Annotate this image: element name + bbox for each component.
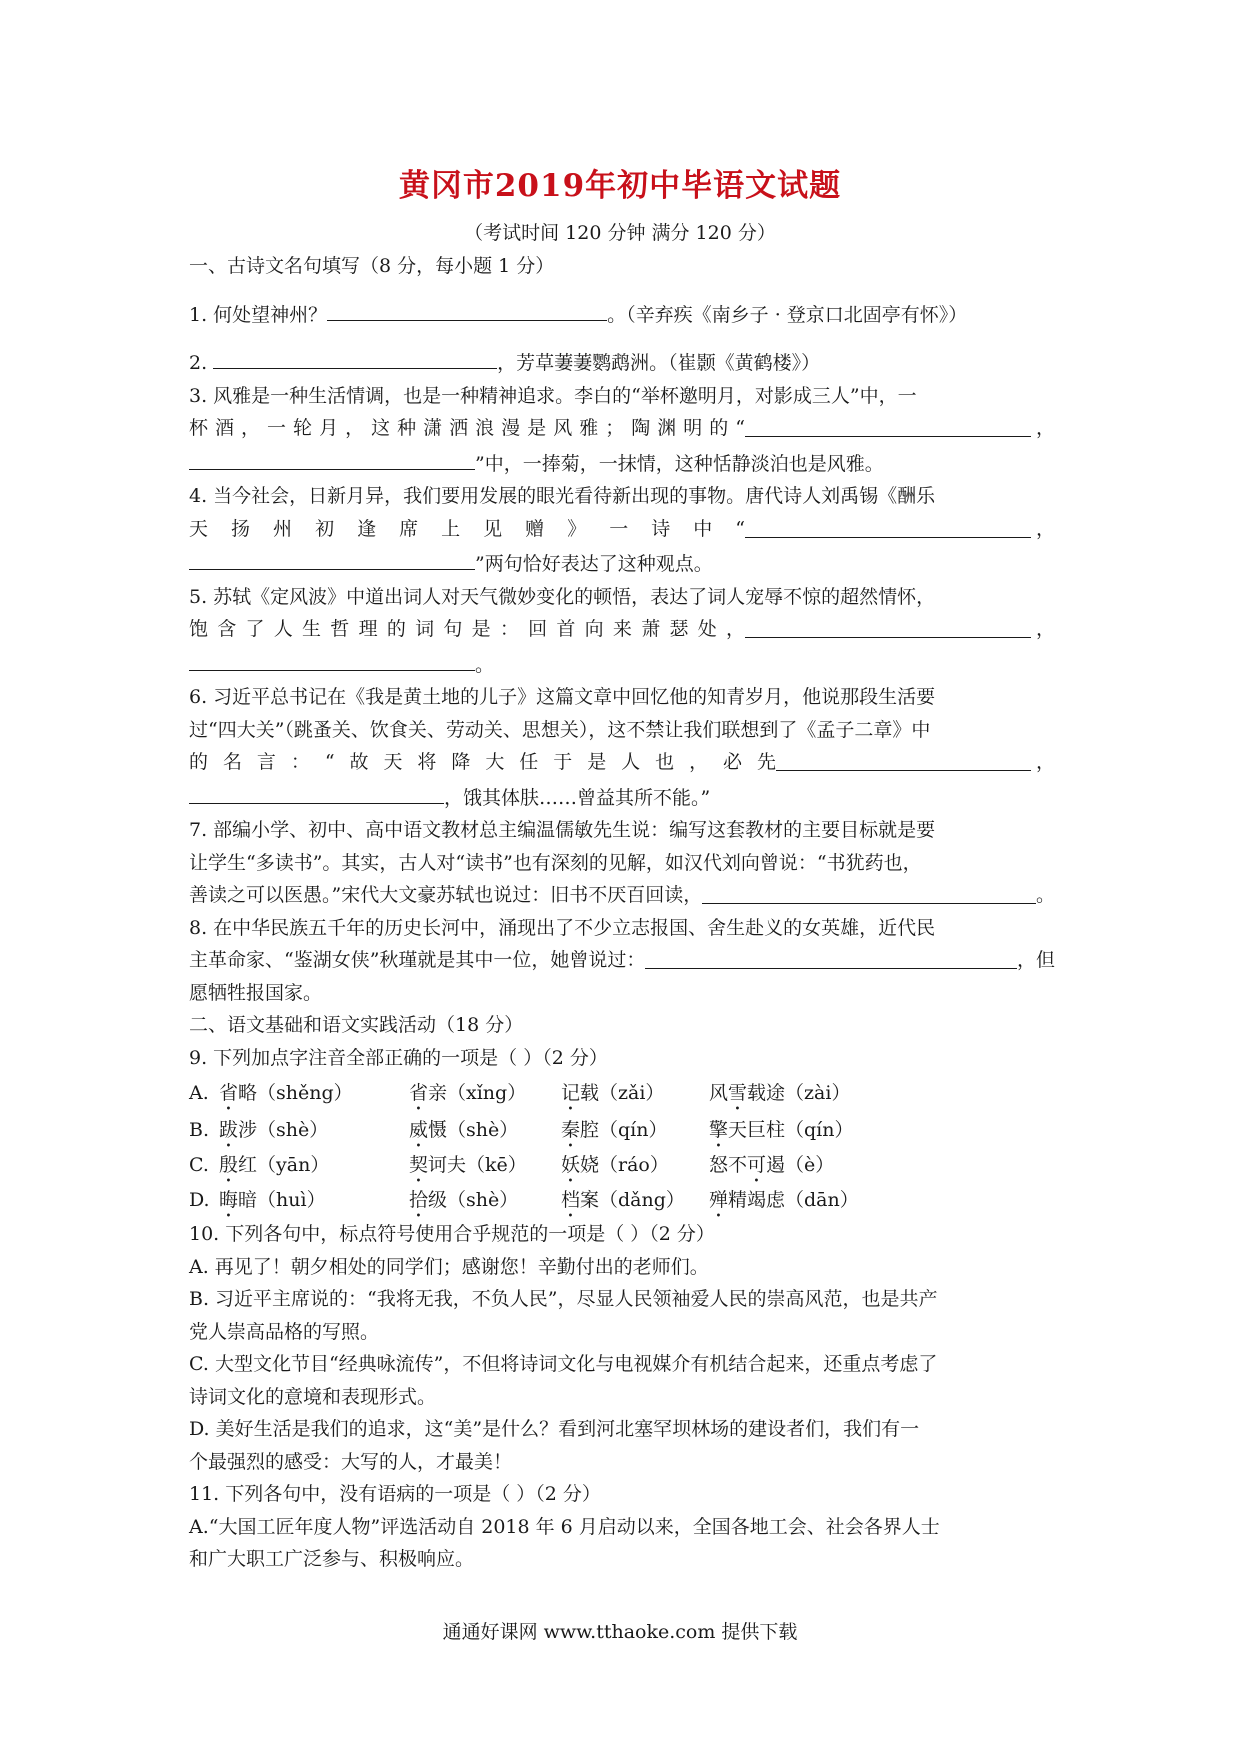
option-a[interactable]: A.“大国工匠年度人物”评选活动自 2018 年 6 月启动以来，全国各地工会、社会各界人士 (189, 1515, 940, 1538)
emphasized-char: 擎 (709, 1119, 729, 1141)
answer-blank[interactable] (189, 646, 475, 671)
emphasized-char: 晦 (219, 1189, 239, 1211)
answer-blank[interactable] (745, 412, 1031, 437)
pinyin-item (561, 1183, 685, 1222)
section-heading-1: 一、古诗文名句填写（8 分，每小题 1 分） (189, 255, 555, 277)
emphasized-char: 省 (409, 1082, 429, 1104)
question-1: 1. 何处望神州？ 。（辛弃疾《南乡子 · 登京口北固亭有怀》） (189, 296, 1055, 332)
emphasized-char: 殚 (709, 1189, 729, 1211)
emphasized-char: 记 (561, 1082, 581, 1104)
emphasized-char: 契 (409, 1154, 429, 1176)
question-11: 11. 下列各句中，没有语病的一项是（ ）（2 分） A.“大国工匠年度人物”评选活动自 2018 年 6 月启动以来，全国各地工会、社会各界人士 和广大职工广泛参与、积极响应。 (189, 1478, 1055, 1576)
answer-blank[interactable] (213, 344, 497, 369)
pinyin-text: 暗（huì） (238, 1189, 326, 1211)
option-label: B. (189, 1119, 210, 1141)
pinyin-text: 精竭虑（dān） (728, 1189, 859, 1211)
answer-blank[interactable] (189, 545, 475, 570)
option-row-b[interactable] (189, 1113, 1055, 1148)
pinyin-item (709, 1183, 859, 1222)
pinyin-text: 略（shěng） (238, 1082, 353, 1104)
pinyin-text: 载（zǎi） (580, 1082, 665, 1104)
exam-body (189, 250, 1055, 1576)
answer-blank[interactable] (745, 513, 1031, 538)
pinyin-text: 诃夫（kē） (428, 1154, 527, 1176)
pinyin-item (409, 1113, 518, 1152)
pinyin-item (409, 1183, 518, 1222)
question-2: 2. ，芳草萋萋鹦鹉洲。（崔颢《黄鹤楼》） (189, 344, 1055, 380)
emphasized-char: 殷 (219, 1154, 239, 1176)
option-label: A. (189, 1082, 209, 1104)
question-10: 10. 下列各句中，标点符号使用合乎规范的一项是（ ）（2 分） A. 再见了！朝夕相处的同学们；感谢您！辛勤付出的老师们。 B. 习近平主席说的：“我将无我，不负人民”，尽显人民领袖爱人民的崇高风范，也是共产 党人崇高品格的写照。 C. 大型文化节目“经典咏流传”，不但将诗词文化与电视媒介有机结合起来，还重点考虑了 诗词文化的意境和表现形式。 D. 美好生活是我们的追求，这“美”是什么？看到河北塞罕坝林场的建设者们，我们有一 个最强烈的感受：大写的人，才最美！ (189, 1218, 1055, 1478)
pinyin-text: 遏（è） (766, 1154, 835, 1176)
question-8: 8. 在中华民族五千年的历史长河中，涌现出了不少立志报国、舍生赴义的女英雄，近代民 主革命家、“鉴湖女侠”秋瑾就是其中一位，她曾说过： ，但 愿牺牲报国家。 (189, 916, 1055, 1004)
question-3: 3. 风雅是一种生活情调，也是一种精神追求。李白的“举杯邀明月，对影成三人”中，一 杯酒，一轮月，这种潇洒浪漫是风雅；陶渊明的“ ， ”中，一捧菊，一抹情，这种恬静淡泊也是风雅。 (189, 384, 1055, 475)
question-7: 7. 部编小学、初中、高中语文教材总主编温儒敏先生说：编写这套教材的主要目标就是要 让学生“多读书”。其实，古人对“读书”也有深刻的见解，如汉代刘向曾说：“书犹药也， 善读之可以医愚。”宋代大文豪苏轼也说过：旧书不厌百回读， 。 (189, 819, 1055, 906)
pinyin-item (219, 1183, 326, 1222)
option-c[interactable]: C. 大型文化节目“经典咏流传”，不但将诗词文化与电视媒介有机结合起来，还重点考虑了 (189, 1353, 938, 1375)
pinyin-text: 腔（qín） (580, 1119, 668, 1141)
pinyin-text: 亲（xǐng） (428, 1082, 527, 1104)
option-label: C. (189, 1154, 209, 1176)
pinyin-text: 级（shè） (428, 1189, 519, 1211)
question-9-options (189, 1074, 1055, 1218)
pinyin-item (409, 1074, 526, 1115)
option-row-d[interactable] (189, 1183, 1055, 1218)
pinyin-text: 载途（zài） (747, 1082, 851, 1104)
option-label: D. (189, 1189, 210, 1211)
emphasized-char: 跋 (219, 1119, 239, 1141)
pinyin-item (561, 1148, 669, 1187)
emphasized-char: 雪 (728, 1082, 748, 1104)
emphasized-char: 可 (747, 1154, 767, 1176)
pinyin-item (219, 1074, 353, 1115)
exam-title: 黄冈市2019年初中毕语文试题 (398, 168, 842, 204)
pinyin-item (709, 1148, 834, 1187)
emphasized-char: 档 (561, 1189, 581, 1211)
question-9: 9. 下列加点字注音全部正确的一项是（ ）（2 分） A. 省略（shěng） 省亲（xǐng） 记载（zǎi） 风雪载途（zài） B. 跋涉（shè） 威慑（shè） 秦腔（qín） 擎天巨柱（qín） C. 殷红（yān） 契诃夫（kē） 妖娆（ráo） 怒不可遏（è） D. 晦暗（huì） 拾级（shè） 档案（dǎng） 殚精竭虑（dān） (189, 1042, 1055, 1219)
emphasized-char: 秦 (561, 1119, 581, 1141)
emphasized-char: 妖 (561, 1154, 581, 1176)
pinyin-text: 慑（shè） (428, 1119, 519, 1141)
pinyin-text: 涉（shè） (238, 1119, 329, 1141)
emphasized-char: 省 (219, 1082, 239, 1104)
option-b[interactable]: B. 习近平主席说的：“我将无我，不负人民”，尽显人民领袖爱人民的崇高风范，也是共产 (189, 1288, 938, 1310)
pinyin-item (561, 1074, 664, 1115)
answer-blank[interactable] (327, 296, 607, 321)
section-heading-2: 二、语文基础和语文实践活动（18 分） (189, 1014, 524, 1036)
answer-blank[interactable] (189, 779, 444, 804)
question-4: 4. 当今社会，日新月异，我们要用发展的眼光看待新出现的事物。唐代诗人刘禹锡《酬乐 天扬州初逢席上见赠》一诗中“ ， ”两句恰好表达了这种观点。 (189, 485, 1055, 575)
answer-blank[interactable] (776, 746, 1031, 771)
option-a[interactable]: A. 再见了！朝夕相处的同学们；感谢您！辛勤付出的老师们。 (189, 1255, 709, 1278)
plain-char: 怒不 (709, 1154, 748, 1176)
pinyin-text: 红（yān） (238, 1154, 330, 1176)
pinyin-text: 案（dǎng） (580, 1189, 685, 1211)
answer-blank[interactable] (745, 613, 1031, 638)
answer-blank[interactable] (645, 944, 1017, 969)
emphasized-char: 拾 (409, 1189, 429, 1211)
option-d[interactable]: D. 美好生活是我们的追求，这“美”是什么？看到河北塞罕坝林场的建设者们，我们有一 (189, 1418, 920, 1440)
page-footer: 通通好课网 www.tthaoke.com 提供下载 (442, 1621, 798, 1643)
exam-subtitle: （考试时间 120 分钟 满分 120 分） (464, 222, 776, 244)
pinyin-text: 娆（ráo） (580, 1154, 669, 1176)
question-5: 5. 苏轼《定风波》中道出词人对天气微妙变化的顿悟，表达了词人宠辱不惊的超然情怀， 饱含了人生哲理的词句是：回首向来萧瑟处， ， 。 (189, 585, 1055, 676)
answer-blank[interactable] (702, 879, 1036, 904)
pinyin-item (561, 1113, 668, 1152)
pinyin-text: 天巨柱（qín） (728, 1119, 854, 1141)
pinyin-item (219, 1113, 328, 1152)
option-row-c[interactable] (189, 1148, 1055, 1183)
pinyin-item (709, 1074, 850, 1115)
pinyin-item (219, 1148, 329, 1187)
pinyin-item (709, 1113, 854, 1152)
option-row-a[interactable] (189, 1074, 1055, 1113)
emphasized-char: 威 (409, 1119, 429, 1141)
answer-blank[interactable] (189, 445, 475, 470)
question-6: 6. 习近平总书记在《我是黄土地的儿子》这篇文章中回忆他的知青岁月，他说那段生活要 过“四大关”（跳蚤关、饮食关、劳动关、思想关），这不禁让我们联想到了《孟子二章》中 的名言：“故天将降大任于是人也，必先 ， ，饿其体肤……曾益其所不能。” (189, 686, 1055, 809)
pinyin-item (409, 1148, 527, 1187)
plain-char: 风 (709, 1082, 729, 1104)
